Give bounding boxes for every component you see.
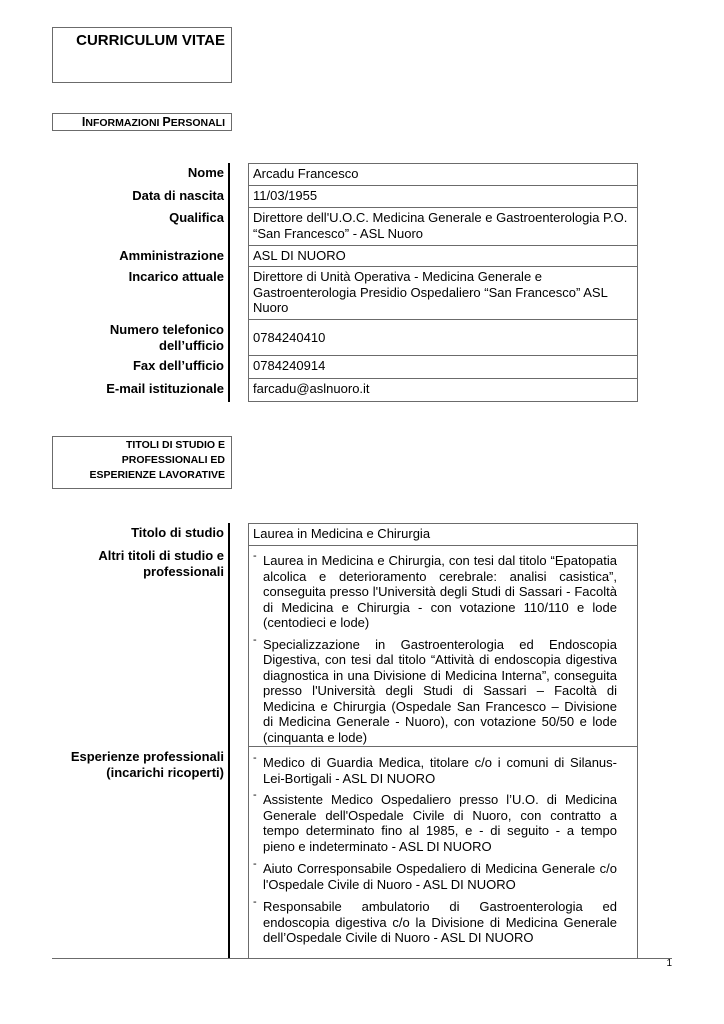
value-altri-titoli [248, 546, 638, 747]
row-altri-titoli [52, 546, 638, 747]
label-titolo-studio: Titolo di studio [52, 523, 230, 546]
section-label-studies [52, 436, 232, 489]
section-label-line: ESPERIENZE LAVORATIVE [89, 469, 225, 481]
value-telefono: 0784240410 [248, 320, 638, 356]
list-item: - Responsabile ambulatorio di Gastroenterologia ed endoscopia digestiva c/o la Divisione di Medicina Generale dell’Ospedale Civile di Nuoro - ASL DI NUORO [253, 899, 617, 946]
section-label-part: P [162, 115, 171, 129]
value-incarico-attuale: Direttore di Unità Operativa - Medicina Generale e Gastroenterologia Presidio Ospedaliero “San Francesco” ASL Nuoro [248, 267, 638, 320]
row-nome [52, 163, 638, 186]
value-amministrazione: ASL DI NUORO [248, 246, 638, 267]
list-item: - Laurea in Medicina e Chirurgia, con tesi dal titolo “Epatopatia alcolica e deterioramento cerebrale: analisi casistica”, conseguita presso l'Università degli Studi di Sassari - Facoltà di Medicina e Chirurgia - con votazione 110/110 e lode (centodieci e lode) [253, 553, 617, 631]
page-number: 1 [666, 958, 672, 969]
value-qualifica: Direttore dell'U.O.C. Medicina Generale e Gastroenterologia P.O. “San Francesco” - ASL Nuoro [248, 208, 638, 246]
section-label-part: ERSONALI [170, 117, 225, 129]
row-amministrazione [52, 246, 638, 267]
row-telefono [52, 320, 638, 356]
label-incarico-attuale: Incarico attuale [52, 267, 230, 320]
row-esperienze [52, 747, 638, 958]
label-amministrazione: Amministrazione [52, 246, 230, 267]
row-data-nascita [52, 186, 638, 208]
label-data-nascita: Data di nascita [52, 186, 230, 208]
section-label-line: PROFESSIONALI ED [121, 454, 225, 466]
label-fax: Fax dell’ufficio [52, 356, 230, 379]
value-nome: Arcadu Francesco [248, 163, 638, 186]
value-fax: 0784240914 [248, 356, 638, 379]
value-data-nascita: 11/03/1955 [248, 186, 638, 208]
value-email: farcadu@aslnuoro.it [248, 379, 638, 402]
value-esperienze [248, 747, 638, 958]
row-fax [52, 356, 638, 379]
row-incarico-attuale [52, 267, 638, 320]
list-item: - Medico di Guardia Medica, titolare c/o i comuni di Silanus-Lei-Bortigali - ASL DI NUORO [253, 755, 617, 786]
row-qualifica [52, 208, 638, 246]
value-titolo-studio: Laurea in Medicina e Chirurgia [248, 523, 638, 546]
label-qualifica: Qualifica [52, 208, 230, 246]
label-altri-titoli: Altri titoli di studio e professionali [52, 546, 230, 747]
section-label-line: TITOLI DI STUDIO E [126, 439, 225, 451]
section-label-personal-info [52, 113, 232, 131]
list-item: - Assistente Medico Ospedaliero presso l’U.O. di Medicina Generale dell'Ospedale Civile di Nuoro, con contratto a tempo determinato fino al 1985, e - di seguito - a tempo pieno e indeterminato - ASL DI NUORO [253, 792, 617, 854]
label-nome: Nome [52, 163, 230, 186]
section-label-part: NFORMAZIONI [85, 117, 163, 129]
label-telefono: Numero telefonico dell’ufficio [52, 320, 230, 356]
row-email [52, 379, 638, 402]
label-email: E-mail istituzionale [52, 379, 230, 402]
label-esperienze: Esperienze professionali (incarichi ricoperti) [52, 747, 230, 958]
footer-divider [52, 958, 672, 959]
cv-title: CURRICULUM VITAE [52, 27, 232, 83]
section-label-part: I [81, 115, 86, 129]
row-titolo-studio [52, 523, 638, 546]
list-item: - Specializzazione in Gastroenterologia ed Endoscopia Digestiva, con tesi dal titolo “Attività di endoscopia digestiva diagnostica in una Divisione di Medicina Interna”, conseguita presso l'Università degli Studi di Sassari – Facoltà di Medicina e Chirurgia (Ospedale San Francesco – Divisione di Medicina Generale - Nuoro), con votazione 50/50 e lode (cinquanta e lode) [253, 637, 617, 746]
list-item: - Aiuto Corresponsabile Ospedaliero di Medicina Generale c/o l'Ospedale Civile di Nuoro - ASL DI NUORO [253, 861, 617, 892]
